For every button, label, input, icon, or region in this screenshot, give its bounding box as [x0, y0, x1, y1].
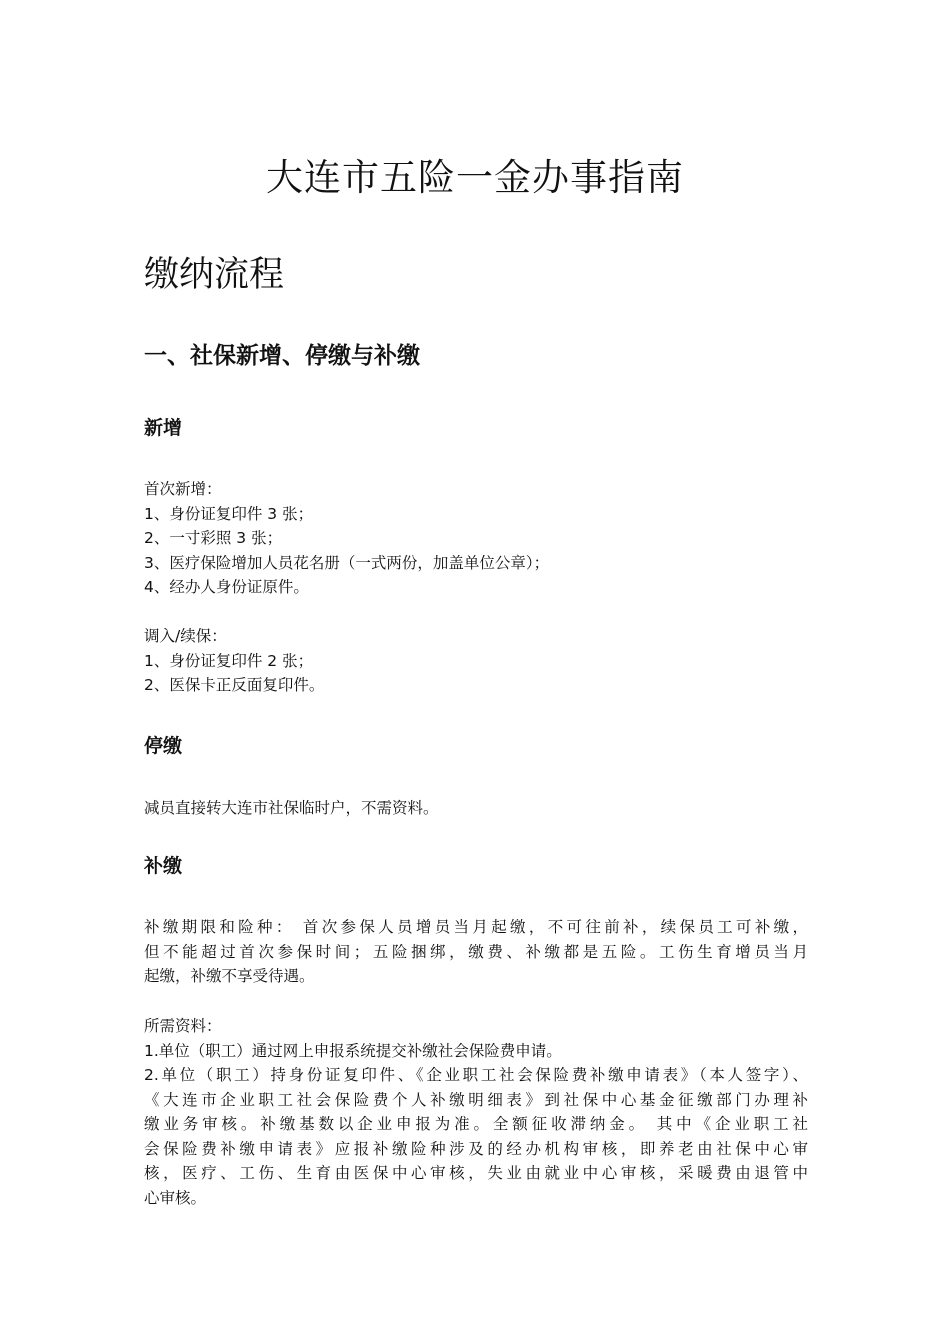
heading-stop-payment: 停缴 [144, 735, 183, 757]
list-item: 4、经办人身份证原件。 [144, 578, 309, 596]
back-payment-materials-block [144, 1014, 808, 1210]
stop-payment-text: 减员直接转大连市社保临时户，不需资料。 [144, 799, 439, 817]
document-title: 大连市五险一金办事指南 [266, 156, 684, 199]
back-payment-period-line: 起缴，补缴不享受待遇。 [144, 967, 315, 985]
transfer-enrollment-block [144, 624, 808, 698]
heading-back-payment: 补缴 [144, 855, 183, 877]
list-item: 1、身份证复印件 2 张； [144, 651, 314, 670]
back-payment-period-block [144, 915, 808, 989]
material-item-2-line: 2.单位（职工）持身份证复印件、《企业职工社会保险费补缴申请表》（本人签字）、 [144, 1066, 808, 1084]
transfer-label: 调入/续保： [144, 627, 227, 645]
material-item-1: 1.单位（职工）通过网上申报系统提交补缴社会保险费申请。 [144, 1041, 562, 1060]
list-item: 2、一寸彩照 3 张； [144, 529, 283, 547]
material-item-2-line: 核，医疗、工伤、生育由医保中心审核，失业由就业中心审核，采暖费由退管中 [144, 1164, 808, 1182]
first-time-label: 首次新增： [144, 480, 222, 498]
material-item-2-line: 《大连市企业职工社会保险费个人补缴明细表》到社保中心基金征缴部门办理补 [144, 1090, 808, 1109]
section-heading-payment-process: 缴纳流程 [144, 255, 285, 295]
stop-payment-block [144, 796, 808, 821]
materials-label: 所需资料： [144, 1017, 222, 1035]
list-item: 2、医保卡正反面复印件。 [144, 676, 325, 694]
back-payment-period-line: 补缴期限和险种： 首次参保人员增员当月起缴，不可往前补，续保员工可补缴， [144, 918, 808, 936]
material-item-2-line: 缴业务审核。补缴基数以企业申报为准。全额征收滞纳金。 其中《企业职工社 [144, 1115, 808, 1133]
list-item: 1、身份证复印件 3 张； [144, 504, 314, 523]
subsection-heading-social-insurance: 一、社保新增、停缴与补缴 [144, 343, 420, 369]
material-item-2-line: 会保险费补缴申请表》应报补缴险种涉及的经办机构审核，即养老由社保中心审 [144, 1139, 808, 1158]
back-payment-period-line: 但不能超过首次参保时间；五险捆绑，缴费、补缴都是五险。工伤生育增员当月 [144, 942, 808, 961]
material-item-2-line: 心审核。 [144, 1188, 207, 1207]
heading-new-enrollment: 新增 [144, 417, 183, 439]
list-item: 3、医疗保险增加人员花名册（一式两份，加盖单位公章）； [144, 553, 550, 572]
first-time-enrollment-block [144, 477, 808, 600]
